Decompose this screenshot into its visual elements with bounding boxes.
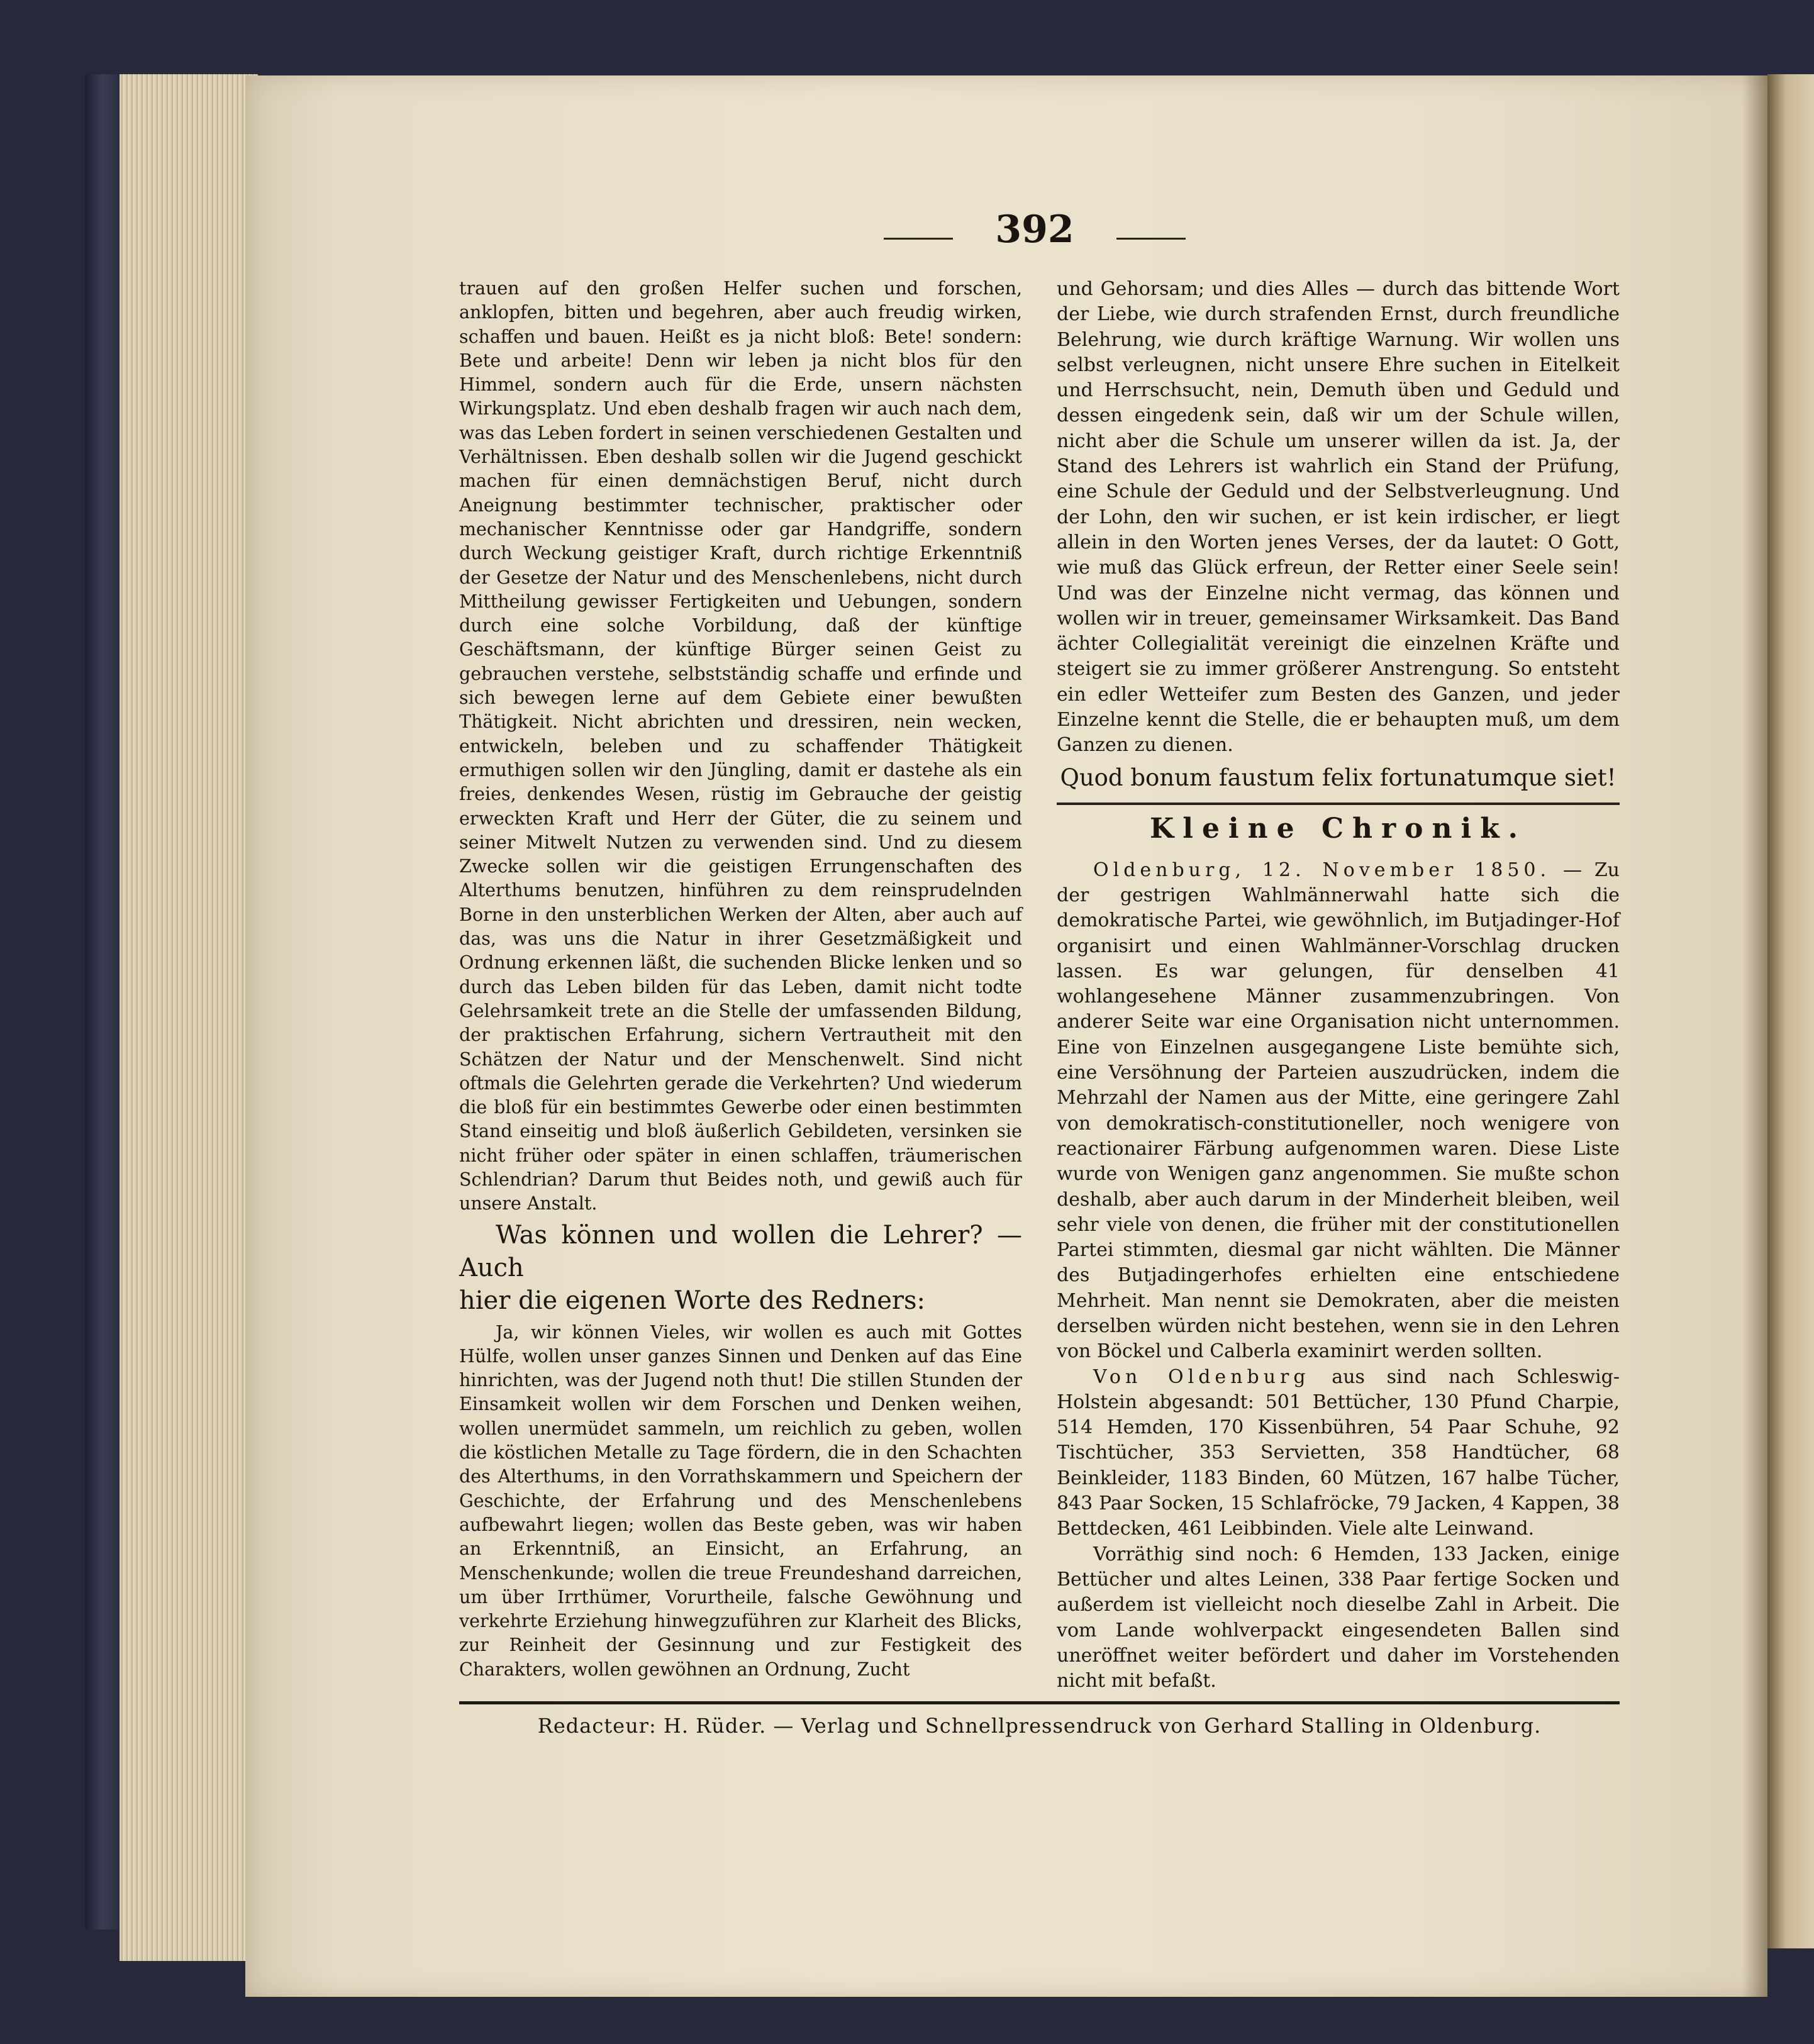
chronik-item: Vorräthig sind noch: 6 Hemden, 133 Jacken, einige Bettücher und altes Leinen, 338 Paar fertige Socken und außerdem ist vielleicht noch dieselbe Zahl in Arbeit. Die vom Lande wohlverpackt eingesendeten Ballen sind uneröffnet weiter befördert und daher im Vorstehenden nicht mit befaßt.: [1057, 1543, 1620, 1692]
chronik-place: Oldenburg, 12. November 1850.: [1093, 858, 1551, 881]
imprint-footer: Redacteur: H. Rüder. — Verlag und Schnellpressendruck von Gerhard Stalling in Oldenburg.: [537, 1714, 1542, 1738]
answer-paragraph: Ja, wir können Vieles, wir wollen es auch mit Gottes Hülfe, wollen unser ganzes Sinnen und Denken auf das Eine hinrichten, was der Jugend noth thut! Die stillen Stunden der Einsamkeit wollen wir dem Forschen und Denken weihen, wollen unermüdet sammeln, um reichlich zu geben, wollen die köstlichen Metalle zu Tage fördern, die in den Schachten des Alterthums, in den Vorrathskammern und Speichern der Geschichte, der Erfahrung und des Menschenlebens aufbewahrt liegen; wollen das Beste geben, was wir haben an Erkenntniß, an Einsicht, an Erfahrung, an Menschenkunde; wollen die treue Freundeshand darreichen, um über Irrthümer, Vorurtheile, falsche Gewöhnung und verkehrte Erziehung hinwegzuführen zur Klarheit des Blicks, zur Reinheit der Gesinnung und zur Festigkeit des Charakters, wollen gewöhnen an Ordnung, Zucht: [459, 1321, 1022, 1680]
page-gutter: [1742, 75, 1767, 1997]
page-edges: [120, 74, 258, 1961]
header-rule-left: [884, 238, 953, 240]
facing-page-edge: [1767, 74, 1814, 1948]
chronik-text: — Zu der gestrigen Wahlmännerwahl hatte sich die demokratische Partei, wie gewöhnlich, im Butjadinger-Hof organisirt und einen Wahlmänner-Vorschlag drucken lassen. Es war gelungen, für denselben 41 wohlangesehene Männer zusammenzubringen. Von anderer Seite war eine Organisation nicht unternommen. Eine von Einzelnen ausgegangene Liste bemühte sich, eine Versöhnung der Parteien auszudrücken, indem die Mehrzahl der Namen aus der Mitte, eine geringere Zahl von demokratisch-constitutioneller, noch wenigere von reactionairer Färbung aufgenommen waren. Diese Liste wurde von Wenigen ganz angenommen. Sie mußte schon deshalb, aber auch darum in der Minderheit bleiben, weil sehr viele von denen, die früher mit der constitutionellen Partei stimmten, diesmal gar nicht wählten. Die Männer des Butjadingerhofes erhielten eine entschiedene Mehrheit. Man nennt sie Demokraten, aber die meisten derselben würden nicht bestehen, wenn sie in den Lehren von Böckel und Calberla examinirt werden sollten.: [1057, 858, 1620, 1363]
left-column: [459, 277, 1022, 1682]
footer-rule: [459, 1701, 1620, 1704]
section-question-line: hier die eigenen Worte des Redners:: [459, 1286, 926, 1315]
page-number: 392: [995, 208, 1074, 252]
continuation-paragraph: und Gehorsam; und dies Alles — durch das bittende Wort der Liebe, wie durch strafenden Ernst, durch freundliche Belehrung, wie durch kräftige Warnung. Wir wollen uns selbst verleugnen, nicht unsere Ehre suchen in Eitelkeit und Herrschsucht, nein, Demuth üben und Geduld und dessen eingedenk sein, daß wir um der Schule willen, nicht aber die Schule um unserer willen da ist. Ja, der Stand des Lehrers ist wahrlich ein Stand der Prüfung, eine Schule der Geduld und der Selbstverleugnung. Und der Lohn, den wir suchen, er ist kein irdischer, er liegt allein in den Worten jenes Verses, der da lautet: O Gott, wie muß das Glück erfreun, der Retter einer Seele sein! Und was der Einzelne nicht vermag, das können und wollen wir in treuer, gemeinsamer Wirksamkeit. Das Band ächter Collegialität vereinigt die einzelnen Kräfte und steigert sie zu immer größerer Anstrengung. So entsteht ein edler Wetteifer zum Besten des Ganzen, und jeder Einzelne kennt die Stelle, die er behaupten muß, um dem Ganzen zu dienen.: [1057, 278, 1620, 757]
chronik-place: Von Oldenburg: [1093, 1365, 1310, 1388]
chronik-item: [1057, 858, 1620, 1365]
section-divider: [1057, 803, 1620, 805]
chronik-item: [1057, 1365, 1620, 1542]
header-rule-right: [1116, 238, 1186, 240]
body-paragraph: trauen auf den großen Helfer suchen und forschen, anklopfen, bitten und begehren, aber auch freudig wirken, schaffen und bauen. Heißt es ja nicht bloß: Bete! sondern: Bete und arbeite! Denn wir leben ja nicht blos für den Himmel, sondern auch für die Erde, unsern nächsten Wirkungsplatz. Und eben deshalb fragen wir auch nach dem, was das Leben fordert in seinen verschiedenen Gestalten und Verhältnissen. Eben deshalb sollen wir die Jugend geschickt machen für einen demnächstigen Beruf, nicht durch Aneignung bestimmter technischer, praktischer oder mechanischer Kenntnisse oder gar Handgriffe, sondern durch Weckung geistiger Kraft, durch richtige Erkenntniß der Gesetze der Natur und des Menschenlebens, nicht durch Mittheilung gewisser Fertigkeiten und Uebungen, sondern durch eine solche Vorbildung, daß der künftige Geschäftsmann, der künftige Bürger seinen Geist zu gebrauchen verstehe, selbstständig schaffe und erfinde und sich bewegen lerne auf dem Gebiete einer bewußten Thätigkeit. Nicht abrichten und dressiren, nein wecken, entwickeln, beleben und zu schaffender Thätigkeit ermuthigen sollen wir den Jüngling, damit er dastehe als ein freies, denkendes Wesen, rüstig im Gebrauche der geistig erweckten Kraft und Herr der Güter, die zu seinem und seiner Mitwelt Nutzen zu verwenden sind. Und zu diesem Zwecke sollen wir die geistigen Errungenschaften des Alterthums benutzen, hinführen zu dem reinsprudelnden Borne in den unsterblichen Werken der Alten, aber auch auf das, was uns die Natur in ihrer Gesetzmäßigkeit und Ordnung erkennen läßt, die suchenden Blicke lenken und so durch das Leben bilden für das Leben, damit nicht todte Gelehrsamkeit trete an die Stelle der umfassenden Bildung, der praktischen Erfahrung, sichern Vertrautheit mit den Schätzen der Natur und der Menschenwelt. Sind nicht oftmals die Gelehrten gerade die Verkehrten? Und wiederum die bloß für ein bestimmtes Gewerbe oder einen bestimmten Stand einseitig und bloß äußerlich Gebildeten, versinken sie nicht früher oder später in einen schlaffen, träumerischen Schlendrian? Darum thut Beides noth, und gewiß auch für unsere Anstalt.: [459, 278, 1022, 1214]
chronik-text: aus sind nach Schleswig-Holstein abgesandt: 501 Bettücher, 130 Pfund Charpie, 514 Hemden, 170 Kissenbühren, 54 Paar Schuhe, 92 Tischtücher, 353 Servietten, 358 Handtücher, 68 Beinkleider, 1183 Binden, 60 Mützen, 167 halbe Tücher, 843 Paar Socken, 15 Schlafröcke, 79 Jacken, 4 Kappen, 38 Bettdecken, 461 Leibbinden. Viele alte Leinwand.: [1057, 1365, 1620, 1540]
chronik-heading: Kleine Chronik.: [1149, 812, 1527, 845]
section-question-line: Was können und wollen die Lehrer? — Auch: [459, 1220, 1022, 1282]
latin-quote: Quod bonum faustum felix fortunatumque siet!: [1060, 764, 1616, 791]
right-column: [1057, 277, 1620, 1694]
section-question: [459, 1219, 1022, 1317]
